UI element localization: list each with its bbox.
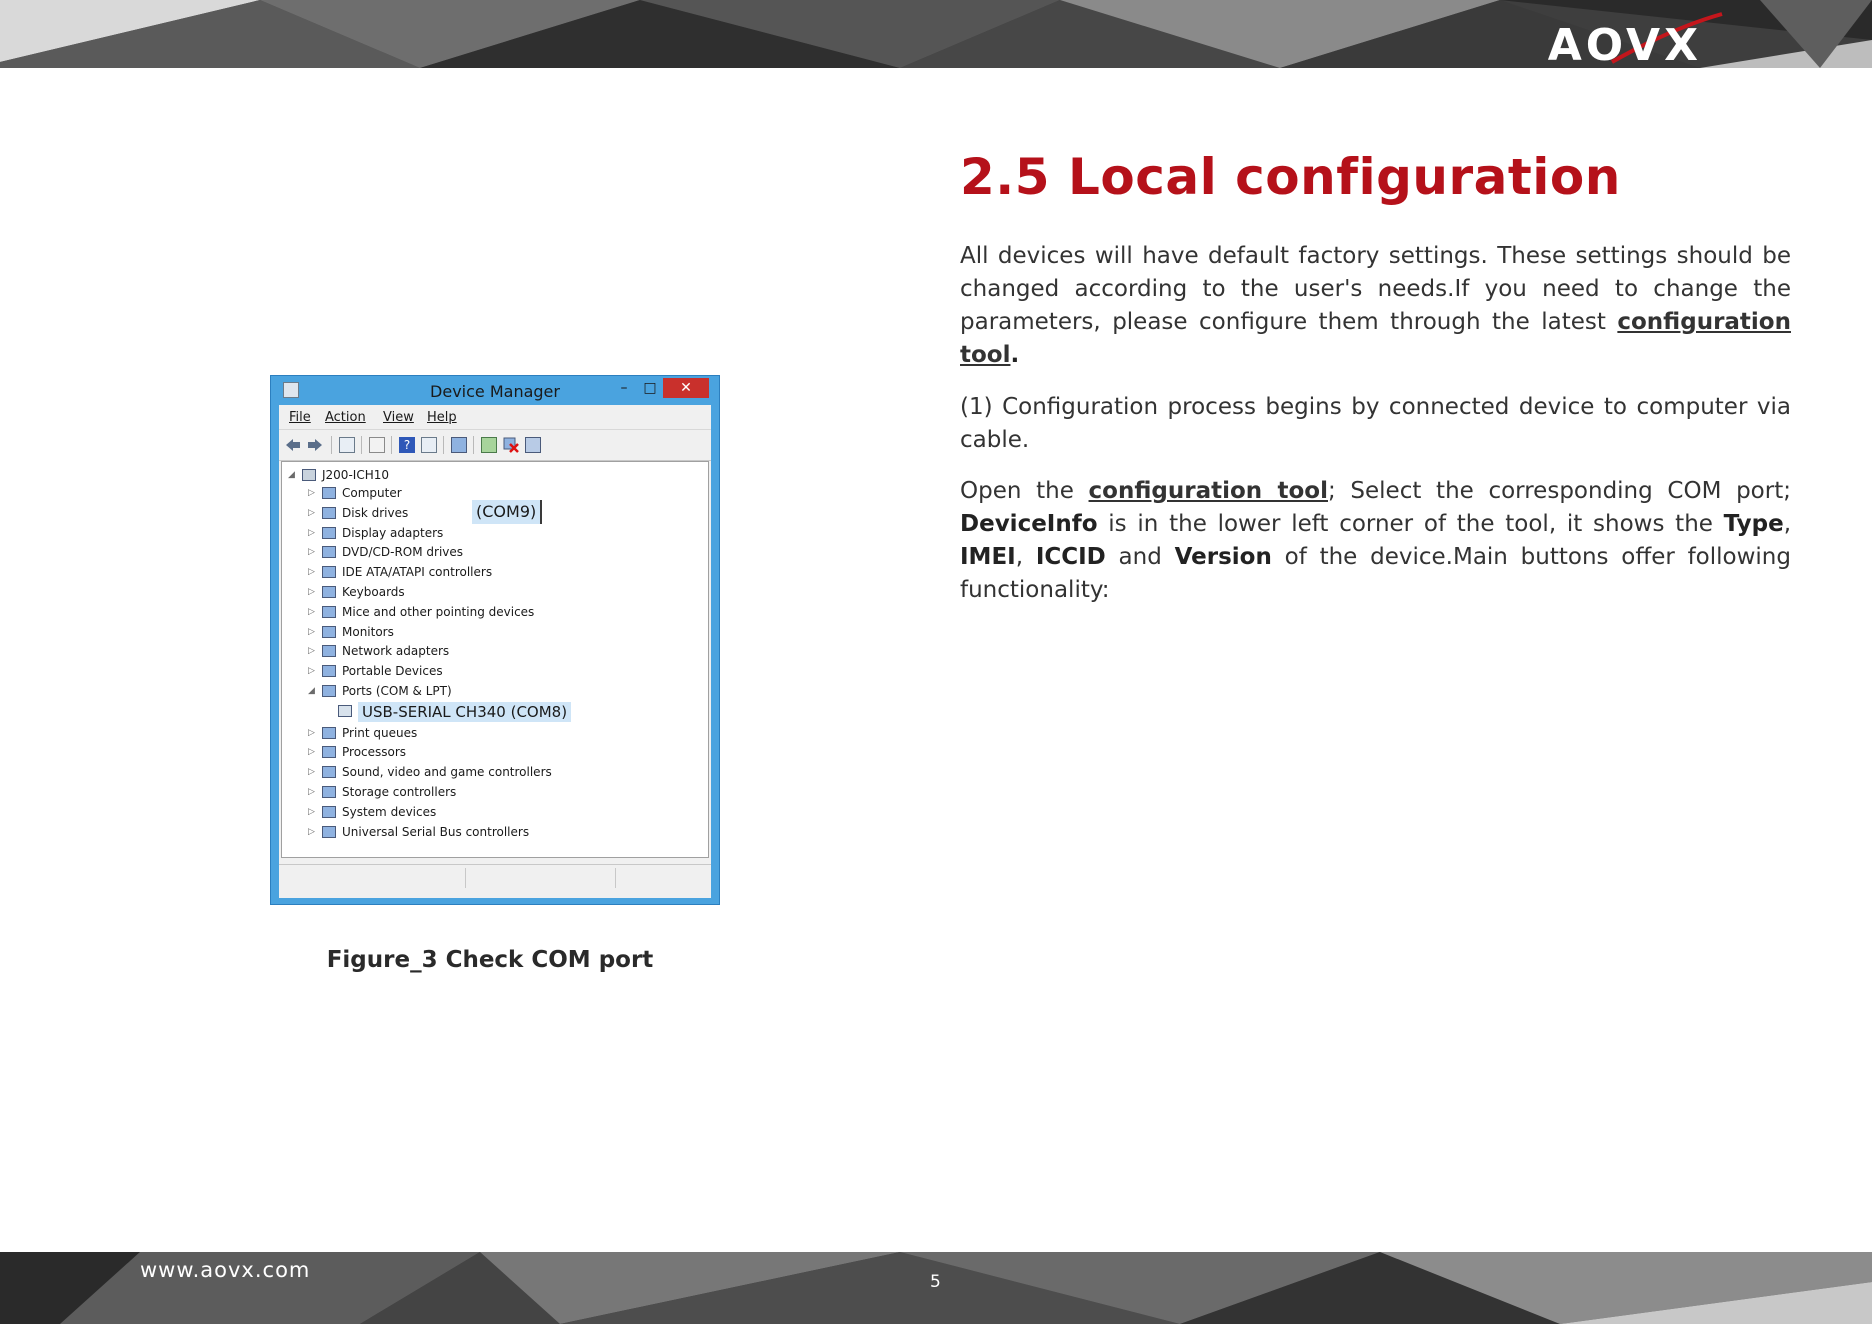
back-arrow-icon[interactable] [285, 437, 301, 453]
network-adapter-icon [322, 645, 336, 657]
display-adapter-icon [322, 527, 336, 539]
step-1-paragraph: (1) Configuration process begins by connected device to computer via cable. [960, 394, 1791, 453]
step-text: and [1105, 544, 1175, 570]
tree-item-label: Ports (COM & LPT) [342, 684, 452, 698]
collapse-arrow-icon[interactable]: ◢ [308, 686, 315, 696]
device-manager-window [270, 375, 720, 905]
imei-term: IMEI [960, 544, 1016, 570]
step-text: is in the lower left corner of the tool, it shows the [1097, 511, 1724, 537]
processor-icon [322, 746, 336, 758]
expand-arrow-icon[interactable]: ▷ [308, 767, 315, 777]
minimize-button[interactable]: – [620, 380, 628, 396]
ide-controller-icon [322, 566, 336, 578]
expand-arrow-icon[interactable]: ▷ [308, 747, 315, 757]
disk-drive-icon [322, 507, 336, 519]
collapse-arrow-icon[interactable]: ◢ [288, 470, 295, 480]
menu-help[interactable]: Help [427, 410, 457, 425]
tree-item-label: Display adapters [342, 526, 444, 540]
expand-arrow-icon[interactable]: ▷ [308, 488, 315, 498]
scan-hardware-icon[interactable] [451, 437, 467, 453]
tree-item-label: IDE ATA/ATAPI controllers [342, 565, 493, 579]
intro-end: . [1010, 342, 1020, 368]
keyboard-icon [322, 586, 336, 598]
action-pane-icon[interactable] [421, 437, 437, 453]
computer-icon [322, 487, 336, 499]
uninstall-device-icon[interactable] [503, 437, 519, 453]
status-cell [465, 868, 466, 888]
tree-item-label: Computer [342, 486, 402, 500]
expand-arrow-icon[interactable]: ▷ [308, 827, 315, 837]
expand-arrow-icon[interactable]: ▷ [308, 547, 315, 557]
header-band [0, 0, 1872, 68]
tree-item-label: Monitors [342, 625, 394, 639]
step-text: Open the [960, 478, 1089, 504]
mouse-icon [322, 606, 336, 618]
tree-item-label: Storage controllers [342, 785, 457, 799]
tree-item-label: System devices [342, 805, 437, 819]
tree-item-label: Keyboards [342, 585, 405, 599]
portable-device-icon [322, 665, 336, 677]
step-2-paragraph [960, 475, 1791, 607]
expand-arrow-icon[interactable]: ▷ [308, 646, 315, 656]
port-icon [322, 685, 336, 697]
serial-port-icon [338, 705, 352, 717]
expand-arrow-icon[interactable]: ▷ [308, 666, 315, 676]
toolbar [279, 429, 711, 461]
tree-item-label: Mice and other pointing devices [342, 605, 535, 619]
footer-url[interactable]: www.aovx.com [140, 1258, 311, 1282]
system-device-icon [322, 806, 336, 818]
expand-arrow-icon[interactable]: ▷ [308, 607, 315, 617]
tree-item-label: DVD/CD-ROM drives [342, 545, 464, 559]
tree-item-label: Sound, video and game controllers [342, 765, 552, 779]
update-driver-icon[interactable] [481, 437, 497, 453]
menu-bar [279, 405, 711, 429]
section-heading: 2.5 Local configuration [960, 148, 1621, 206]
printer-icon [322, 727, 336, 739]
expand-arrow-icon[interactable]: ▷ [308, 787, 315, 797]
configuration-tool-link[interactable]: configuration tool [960, 309, 1791, 368]
maximize-button[interactable]: □ [643, 380, 657, 396]
sound-icon [322, 766, 336, 778]
storage-icon [322, 786, 336, 798]
deviceinfo-term: DeviceInfo [960, 511, 1098, 537]
expand-arrow-icon[interactable]: ▷ [308, 587, 315, 597]
iccid-term: ICCID [1035, 544, 1106, 570]
expand-arrow-icon[interactable]: ▷ [308, 508, 315, 518]
device-tree [281, 461, 709, 858]
aovx-logo [1472, 8, 1732, 68]
step-text: , [1015, 544, 1036, 570]
expand-arrow-icon[interactable]: ▷ [308, 627, 315, 637]
help-icon[interactable]: ? [399, 437, 415, 453]
usb-icon [322, 826, 336, 838]
computer-root-icon [302, 469, 316, 481]
version-term: Version [1174, 544, 1272, 570]
type-term: Type [1723, 511, 1784, 537]
logo-text: AOVX [1547, 20, 1702, 68]
com9-callout: (COM9) [472, 500, 542, 524]
show-hide-console-tree-icon[interactable] [339, 437, 355, 453]
menu-view[interactable]: View [383, 410, 414, 425]
expand-arrow-icon[interactable]: ▷ [308, 728, 315, 738]
tree-root-label: J200-ICH10 [322, 468, 389, 482]
intro-paragraph [960, 240, 1791, 372]
window-titlebar[interactable] [271, 376, 719, 405]
intro-text: All devices will have default factory settings. These settings should be changed according to the user's needs.If you need to change the parameters, please configure them through the latest [960, 243, 1791, 335]
selected-port-label: USB-SERIAL CH340 (COM8) [358, 702, 571, 722]
page-number: 5 [930, 1272, 941, 1292]
menu-file[interactable]: File [289, 410, 311, 425]
step-text: , [1783, 511, 1791, 537]
figure-caption: Figure_3 Check COM port [326, 947, 654, 973]
menu-action[interactable]: Action [325, 410, 366, 425]
enable-device-icon[interactable] [525, 437, 541, 453]
window-title: Device Manager [430, 382, 560, 401]
dvd-drive-icon [322, 546, 336, 558]
tree-item-label: Disk drives [342, 506, 409, 520]
status-bar [279, 864, 711, 891]
tree-item-label: Processors [342, 745, 407, 759]
close-button[interactable]: ✕ [663, 378, 709, 398]
forward-arrow-icon[interactable] [307, 437, 323, 453]
step-text: of the device.Main buttons offer following functionality: [960, 544, 1791, 603]
tree-item-label: Print queues [342, 726, 418, 740]
tree-item-label: Universal Serial Bus controllers [342, 825, 530, 839]
expand-arrow-icon[interactable]: ▷ [308, 807, 315, 817]
monitor-icon [322, 626, 336, 638]
tree-item-label: Portable Devices [342, 664, 443, 678]
step-text: ; Select the corresponding COM port; [1328, 478, 1791, 504]
configuration-tool-link[interactable]: configuration tool [1088, 478, 1328, 504]
window-client-area [279, 405, 711, 898]
expand-arrow-icon[interactable]: ▷ [308, 567, 315, 577]
expand-arrow-icon[interactable]: ▷ [308, 528, 315, 538]
status-cell [615, 868, 616, 888]
properties-icon[interactable] [369, 437, 385, 453]
tree-item-label: Network adapters [342, 644, 450, 658]
